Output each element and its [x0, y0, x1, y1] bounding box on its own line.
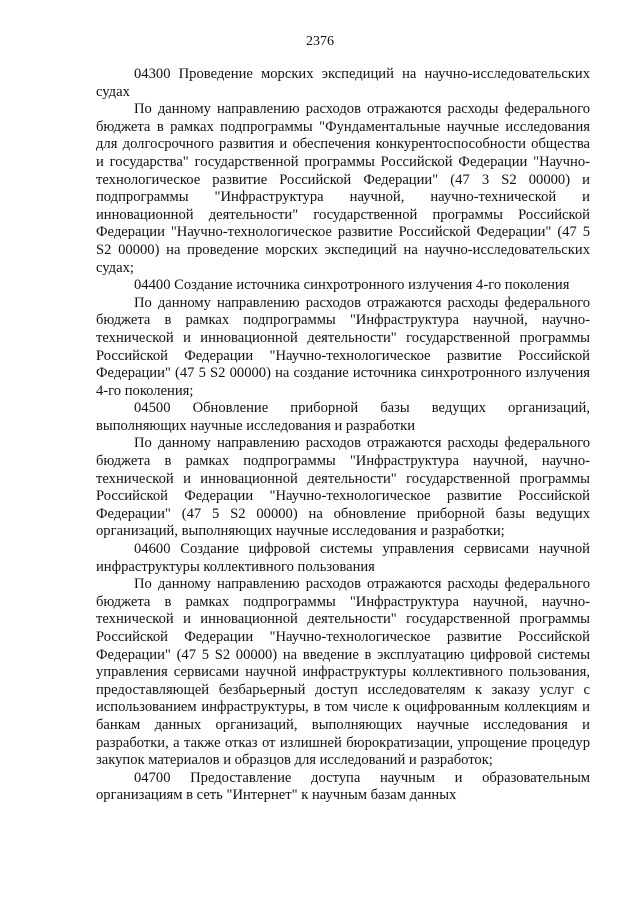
section-text-04600: По данному направлению расходов отражаются расходы федерального бюджета в рамках подпрограммы "Инфраструктура научной, научно-технической и инновационной деятельности" государственной программы Российской Федерации "Научно-технологическое развитие Российской Федерации" (47 5 S2 00000) на введение в эксплуатацию цифровой системы управления сервисами научной инфраструктуры коллективного пользования, предоставляющей безбарьерный доступ исследователям к заказу услуг с использованием инфраструктуры, в том числе к оцифрованным коллекциям и банкам данных организаций, выполняющих научные исследования и разработки, а также отказ от излишней бюрократизации, упрощение процедур закупок материалов и образцов для исследований и разработок;: [96, 576, 590, 769]
section-heading-04600: 04600 Создание цифровой системы управления сервисами научной инфраструктуры коллективного пользования: [96, 541, 590, 575]
section-heading-04500: 04500 Обновление приборной базы ведущих организаций, выполняющих научные исследования и разработки: [96, 400, 590, 434]
section-text-04500: По данному направлению расходов отражаются расходы федерального бюджета в рамках подпрограммы "Инфраструктура научной, научно-технической и инновационной деятельности" государственной программы Российской Федерации "Научно-технологическое развитие Российской Федерации" (47 5 S2 00000) на обновление приборной базы ведущих организаций, выполняющих научные исследования и разработки;: [96, 435, 590, 540]
section-heading-04300: 04300 Проведение морских экспедиций на научно-исследовательских судах: [96, 66, 590, 100]
document-body: [96, 66, 590, 805]
section-text-04300: По данному направлению расходов отражаются расходы федерального бюджета в рамках подпрограммы "Фундаментальные научные исследования для долгосрочного развития и обеспечения конкурентоспособности общества и государства" государственной программы Российской Федерации "Научно-технологическое развитие Российской Федерации" (47 3 S2 00000) и подпрограммы "Инфраструктура научной, научно-технической и инновационной деятельности" государственной программы Российской Федерации "Научно-технологическое развитие Российской Федерации" (47 5 S2 00000) на проведение морских экспедиций на научно-исследовательских судах;: [96, 101, 590, 276]
section-heading-04400: 04400 Создание источника синхротронного излучения 4-го поколения: [134, 277, 570, 294]
page-number: 2376: [306, 34, 334, 49]
section-text-04400: По данному направлению расходов отражаются расходы федерального бюджета в рамках подпрограммы "Инфраструктура научной, научно-технической и инновационной деятельности" государственной программы Российской Федерации "Научно-технологическое развитие Российской Федерации" (47 5 S2 00000) на создание источника синхротронного излучения 4-го поколения;: [96, 294, 590, 399]
section-heading-04700: 04700 Предоставление доступа научным и образовательным организациям в сеть "Интернет" к научным базам данных: [96, 769, 590, 804]
